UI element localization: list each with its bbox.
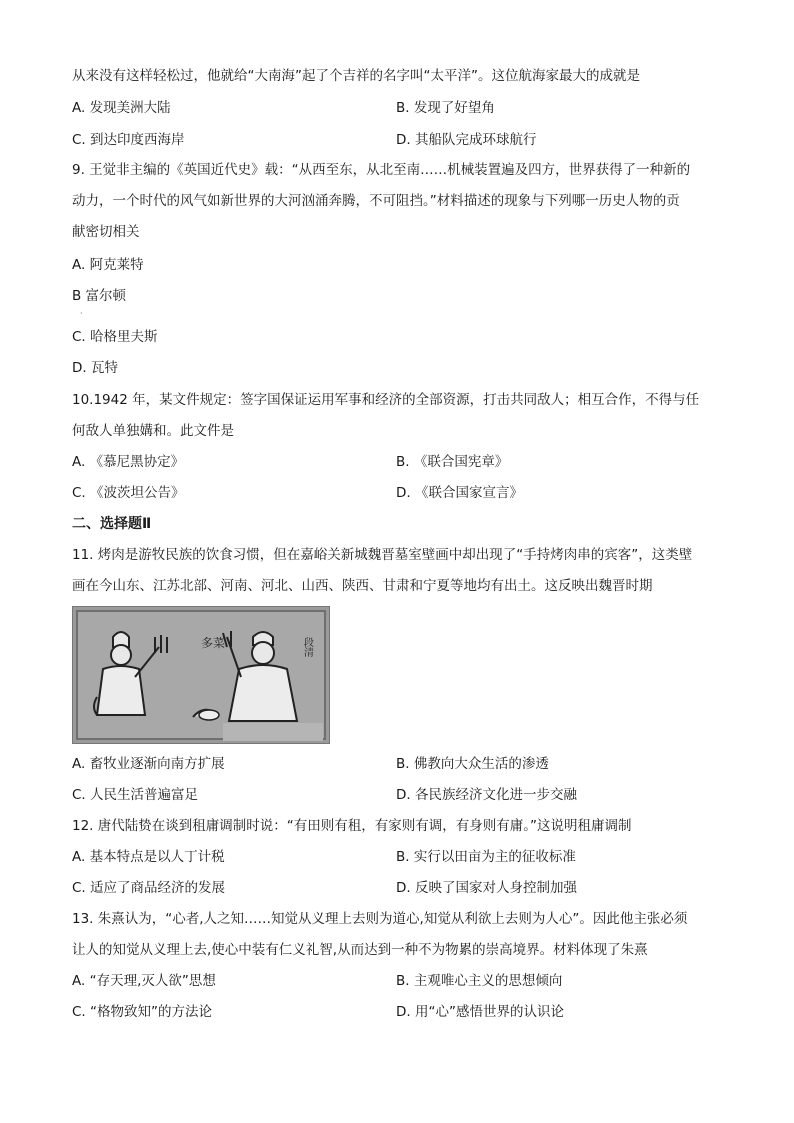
q8-stem-tail: 从来没有这样轻松过，他就给“大南海”起了个吉祥的名字叫“太平洋”。这位航海家最大的成就是: [72, 68, 640, 84]
q12-stem: 12. 唐代陆贽在谈到租庸调制时说：“有田则有租，有家则有调，有身则有庸。”这说明租庸调制: [72, 818, 632, 834]
q13-stem-line-1: 13. 朱熹认为，“心者,人之知……知觉从义理上去则为道心,知觉从利欲上去则为人心”。因此他主张必须: [72, 911, 688, 927]
q9-stem-line-1: 9. 王觉非主编的《英国近代史》载：“从西至东，从北至南……机械装置遍及四方，世界获得了一种新的: [72, 162, 691, 178]
mural-image: [72, 606, 330, 744]
q13-stem-line-2: 让人的知觉从义理上去,使心中装有仁义礼智,从而达到一种不为物累的崇高境界。材料体现了朱熹: [72, 942, 648, 958]
q13-option-d[interactable]: D. 用“心”感悟世界的认识论: [396, 1004, 564, 1020]
q12-option-b[interactable]: B. 实行以田亩为主的征收标准: [396, 849, 576, 865]
q9-option-d[interactable]: D. 瓦特: [72, 360, 118, 376]
q11-option-c[interactable]: C. 人民生活普遍富足: [72, 787, 199, 803]
q10-stem-line-2: 何敌人单独媾和。此文件是: [72, 423, 234, 439]
q11-option-a[interactable]: A. 畜牧业逐渐向南方扩展: [72, 756, 225, 772]
q11-stem-line-1: 11. 烤肉是游牧民族的饮食习惯，但在嘉峪关新城魏晋墓室壁画中却出现了“手持烤肉串的宾客”，这类壁: [72, 547, 693, 563]
section-heading: 二、选择题Ⅱ: [72, 516, 152, 532]
mural-caption-right: 段清: [301, 637, 313, 657]
q10-option-c[interactable]: C. 《波茨坦公告》: [72, 485, 185, 501]
q12-option-d[interactable]: D. 反映了国家对人身控制加强: [396, 880, 577, 896]
q9-stem-line-2: 动力，一个时代的风气如新世界的大河汹涌奔腾，不可阻挡。”材料描述的现象与下列哪一历史人物的贡: [72, 193, 680, 209]
q12-option-c[interactable]: C. 适应了商品经济的发展: [72, 880, 226, 896]
q10-option-a[interactable]: A. 《慕尼黑协定》: [72, 454, 185, 470]
q9-option-c[interactable]: C. 哈格里夫斯: [72, 329, 158, 345]
q12-option-a[interactable]: A. 基本特点是以人丁计税: [72, 849, 225, 865]
mural-drawing: [73, 607, 329, 743]
q8-option-b[interactable]: B. 发现了好望角: [396, 100, 495, 116]
q13-option-a[interactable]: A. “存天理,灭人欲”思想: [72, 973, 216, 989]
q10-stem-line-1: 10.1942 年，某文件规定：签字国保证运用军事和经济的全部资源，打击共同敌人；相互合作，不得与任: [72, 392, 700, 408]
q13-option-c[interactable]: C. “格物致知”的方法论: [72, 1004, 212, 1020]
q8-option-d[interactable]: D. 其船队完成环球航行: [396, 132, 537, 148]
q11-option-b[interactable]: B. 佛教向大众生活的渗透: [396, 756, 549, 772]
q8-option-a[interactable]: A. 发现美洲大陆: [72, 100, 171, 116]
q9-stem-line-3: 献密切相关: [72, 224, 140, 240]
q10-option-d[interactable]: D. 《联合国家宣言》: [396, 485, 523, 501]
q11-option-d[interactable]: D. 各民族经济文化进一步交融: [396, 787, 577, 803]
q9-option-b[interactable]: B 富尔顿: [72, 288, 127, 304]
q13-option-b[interactable]: B. 主观唯心主义的思想倾向: [396, 973, 563, 989]
mural-caption-left: 多菜: [201, 636, 226, 650]
q9-option-a[interactable]: A. 阿克莱特: [72, 257, 144, 273]
stray-dot: ·: [80, 309, 83, 318]
q8-option-c[interactable]: C. 到达印度西海岸: [72, 132, 185, 148]
q11-stem-line-2: 画在今山东、江苏北部、河南、河北、山西、陕西、甘肃和宁夏等地均有出土。这反映出魏晋时期: [72, 578, 653, 594]
q10-option-b[interactable]: B. 《联合国宪章》: [396, 454, 509, 470]
